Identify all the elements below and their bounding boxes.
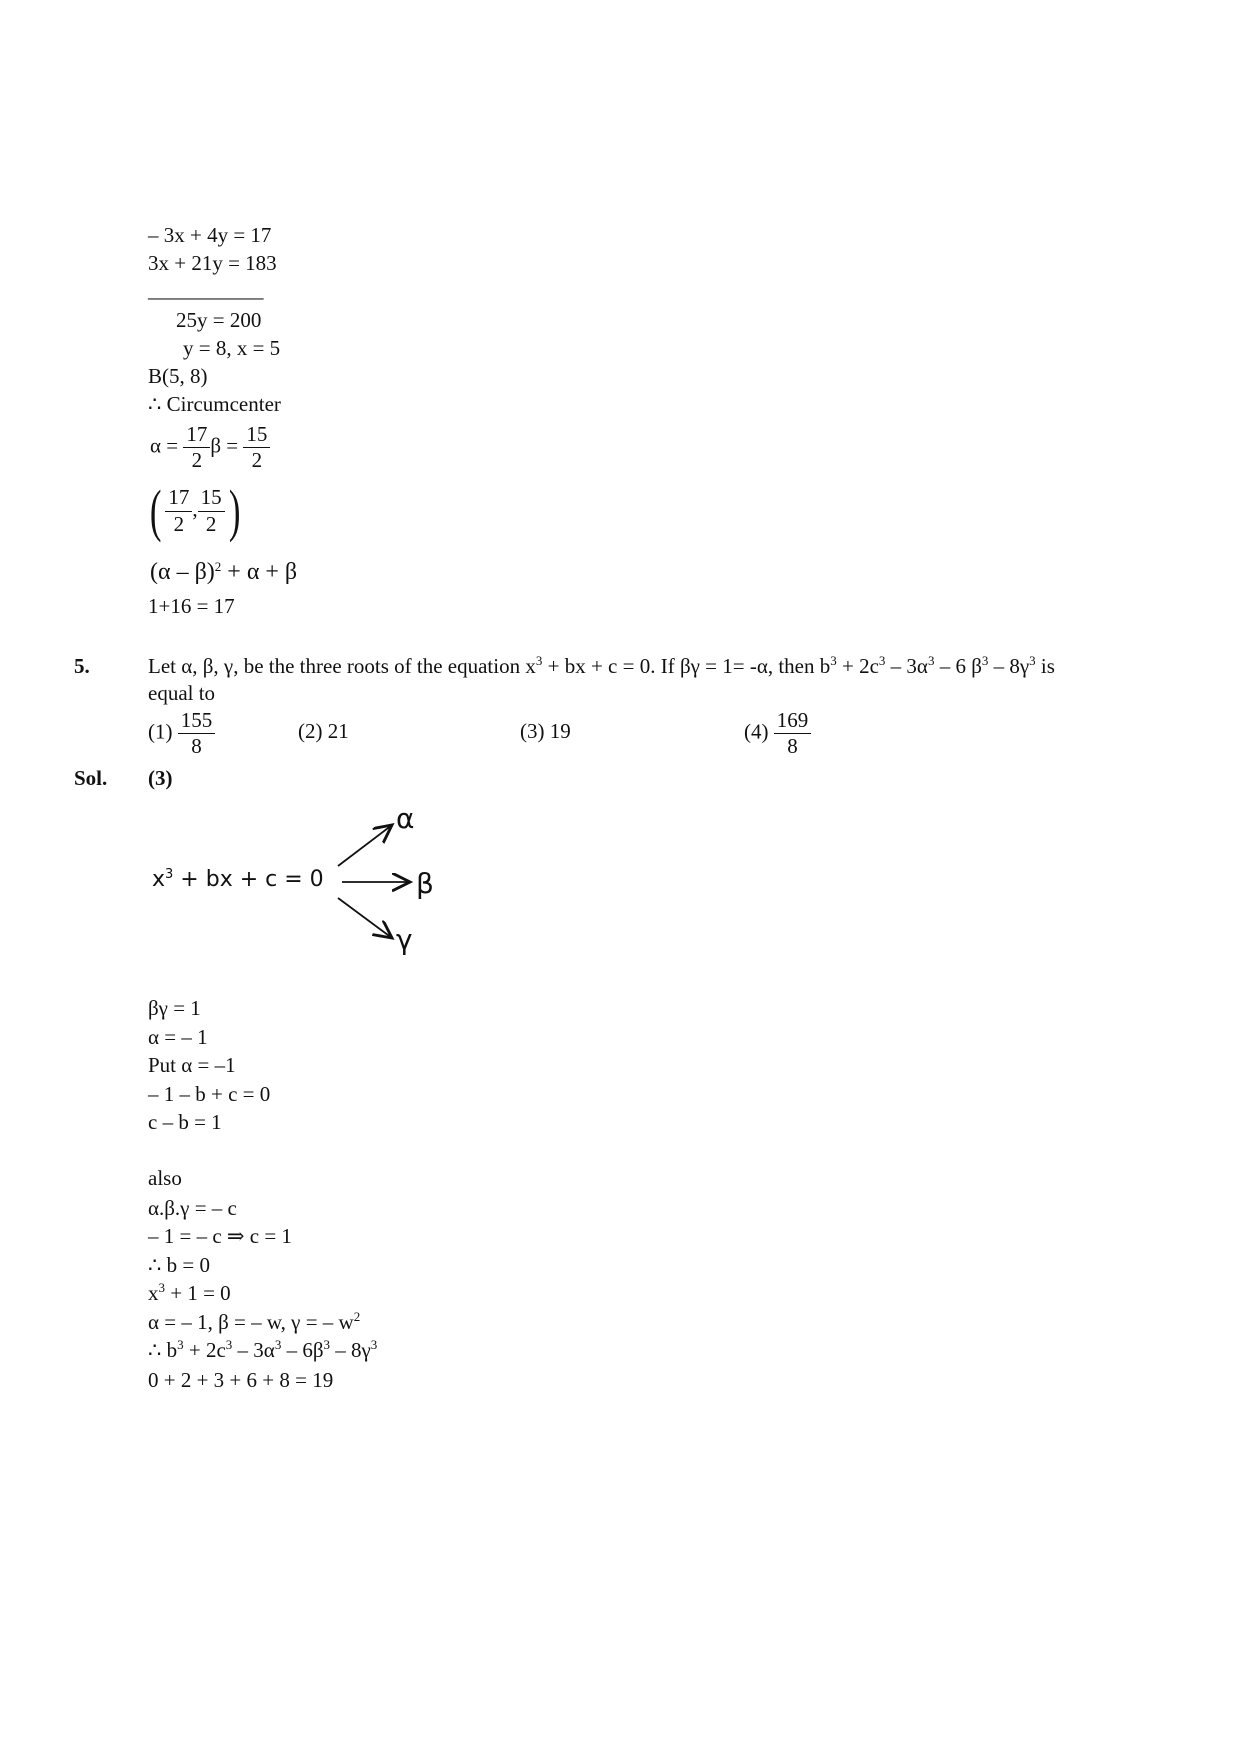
point-b: B(5, 8): [148, 364, 208, 388]
option-3: (3) 19: [520, 719, 571, 743]
root-beta-label: β: [416, 867, 434, 900]
question-text-line-1: Let α, β, γ, be the three roots of the equation $x^3$ + bx + c = 0. If βγ = 1= -α, then $b^3 + 2c^3 - 3\alpha^3 - 6$ $\beta^3 - 8\gamma^3$ is: [148, 653, 1055, 678]
addition-rule: ___________: [148, 278, 264, 302]
question-number: 5.: [74, 654, 90, 678]
alpha-label: α =: [150, 433, 179, 458]
option-2: (2) 21: [298, 719, 349, 743]
step-line: α = – 1: [148, 1025, 208, 1049]
step-line: c – b = 1: [148, 1110, 222, 1134]
cubic-equation: $x^3 + 1 = 0$: [148, 1280, 231, 1305]
final-result: 0 + 2 + 3 + 6 + 8 = 19: [148, 1368, 334, 1392]
expression: (α – β)$^2$ + α + β: [150, 559, 298, 585]
circumcenter-point: ( $\frac{17}{2}$ , $\frac{15}{2}$ ): [149, 478, 241, 543]
step-line: α.β.γ = – c: [148, 1196, 237, 1220]
diagram-equation: $x^3$ + bx + c = 0: [152, 867, 324, 892]
point-fraction-1: $\frac{17}{2}$: [165, 485, 192, 536]
arrow-to-alpha: [338, 825, 392, 866]
arrow-to-gamma: [338, 898, 392, 938]
also-label: also: [148, 1166, 182, 1190]
step-line: – 1 = – c ⇒ c = 1: [148, 1224, 292, 1248]
beta-label: β =: [210, 433, 239, 458]
step-line: βγ = 1: [148, 996, 201, 1020]
roots-values: α = – 1, β = – w, γ = – $w^2$: [148, 1309, 361, 1334]
alpha-fraction: $\frac{17}{2}$: [183, 422, 210, 473]
step-line: Put α = –1: [148, 1053, 236, 1077]
alpha-beta-values: [150, 422, 270, 473]
root-alpha-label: α: [396, 802, 415, 835]
circumcenter-heading: ∴ Circumcenter: [148, 392, 281, 416]
point-fraction-2: $\frac{15}{2}$: [198, 485, 225, 536]
question-text-line-2: equal to: [148, 681, 216, 705]
expression-result: 1+16 = 17: [148, 594, 235, 618]
step-line: – 1 – b + c = 0: [148, 1082, 271, 1106]
equation-line-2: 3x + 21y = 183: [148, 251, 277, 275]
solution-label: Sol.: [74, 766, 108, 790]
option-4: (4) $\frac{169}{8}$: [744, 708, 811, 759]
option-1: (1) $\frac{155}{8}$: [148, 708, 215, 759]
beta-fraction: $\frac{15}{2}$: [243, 422, 270, 473]
equation-sum: 25y = 200: [176, 308, 262, 332]
step-line: ∴ b = 0: [148, 1253, 210, 1277]
solution-answer: (3): [148, 766, 173, 790]
root-gamma-label: γ: [396, 923, 413, 956]
equation-solution: y = 8, x = 5: [183, 336, 281, 360]
roots-arrows-diagram: [330, 820, 430, 960]
equation-line-1: – 3x + 4y = 17: [148, 223, 272, 247]
final-expression: ∴ $b^3 + 2c^3 - 3\alpha^3 - 6\beta^3 - 8\gamma^3$: [148, 1337, 378, 1362]
